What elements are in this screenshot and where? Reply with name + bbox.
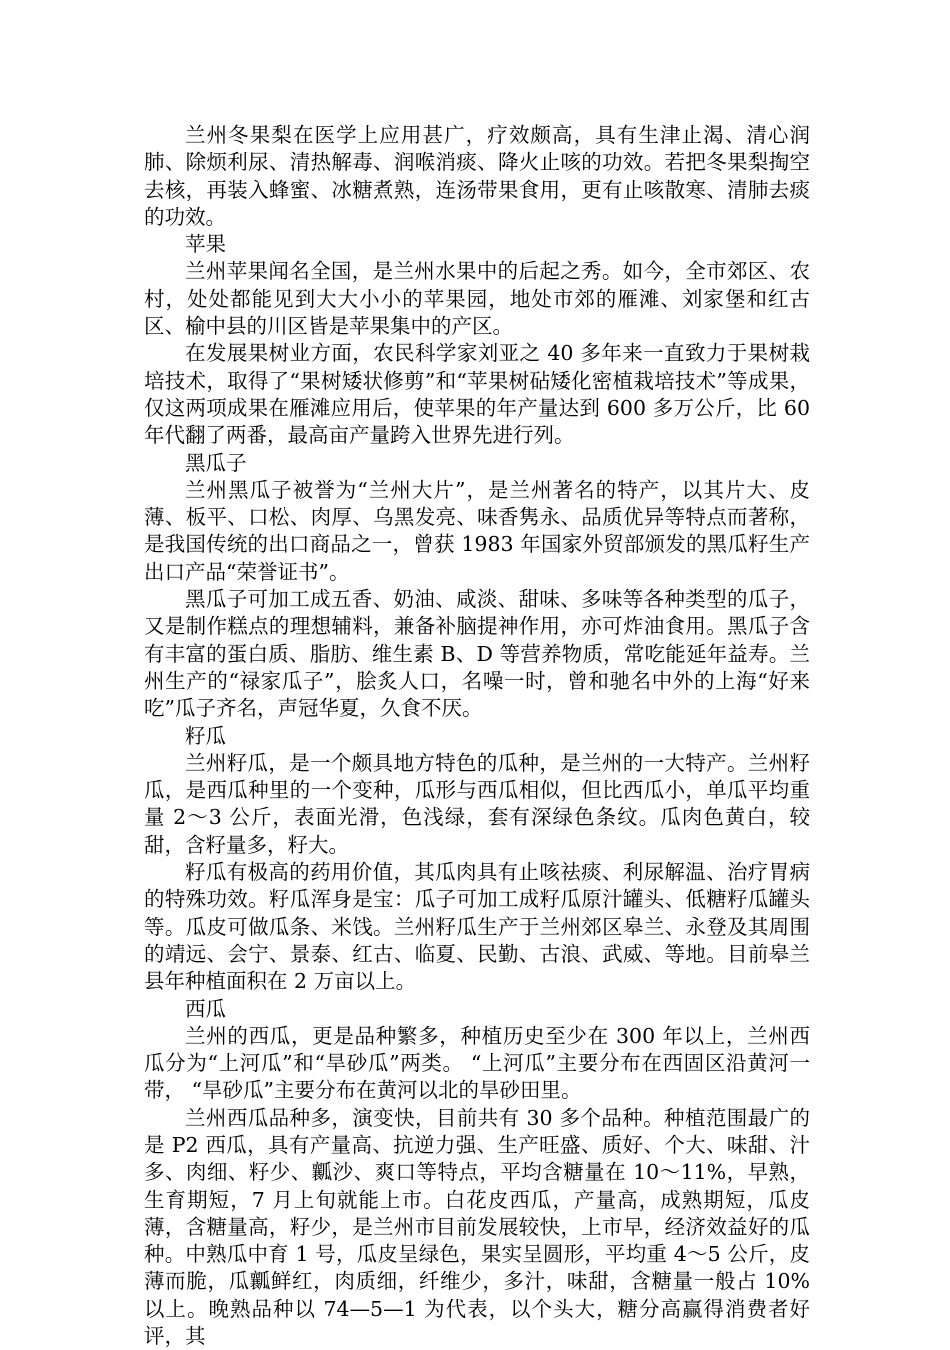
paragraph-dongguoli-medical: 兰州冬果梨在医学上应用甚广，疗效颇高，具有生津止渴、清心润肺、除烦利尿、清热解毒、润喉消痰、降火止咳的功效。若把冬果梨掏空去核，再装入蜂蜜、冰糖煮熟，连汤带果食用，更有止咳散寒、清肺去痰的功效。 (144, 123, 810, 229)
paragraph-seed-melon-intro: 兰州籽瓜，是一个颇具地方特色的瓜种，是兰州的一大特产。兰州籽瓜，是西瓜种里的一个变种，瓜形与西瓜相似，但比西瓜小，单瓜平均重量 2～3 公斤，表面光滑，色浅绿，套有深绿色条纹。瓜肉色黄白，较甜，含籽量多，籽大。 (144, 750, 810, 857)
document-body (144, 122, 810, 1350)
section-heading-watermelon: 西瓜 (185, 996, 226, 1021)
paragraph-apple-intro: 兰州苹果闻名全国，是兰州水果中的后起之秀。如今，全市郊区、农村，处处都能见到大大小小的苹果园，地处市郊的雁滩、刘家堡和红古区、榆中县的川区皆是苹果集中的产区。 (144, 259, 810, 339)
section-heading-seed-melon: 籽瓜 (185, 723, 226, 748)
section-heading-apple: 苹果 (185, 232, 226, 257)
paragraph-black-seeds-intro: 兰州黑瓜子被誉为“兰州大片”，是兰州著名的特产，以其片大、皮薄、板平、口松、肉厚、乌黑发亮、味香隽永、品质优异等特点而著称，是我国传统的出口商品之一，曾获 1983 年国家外贸部颁发的黑瓜籽生产出口产品“荣誉证书”。 (144, 477, 810, 584)
paragraph-seed-melon-medical: 籽瓜有极高的药用价值，其瓜肉具有止咳祛痰、利尿解温、治疗胃病的特殊功效。籽瓜浑身是宝：瓜子可加工成籽瓜原汁罐头、低糖籽瓜罐头等。瓜皮可做瓜条、米饯。兰州籽瓜生产于兰州郊区皋兰、永登及其周围的靖远、会宁、景泰、红古、临夏、民勤、古浪、武威、等地。目前皋兰县年种植面积在 2 万亩以上。 (144, 860, 810, 994)
paragraph-watermelon-intro: 兰州的西瓜，更是品种繁多，种植历史至少在 300 年以上，兰州西瓜分为“上河瓜”和“旱砂瓜”两类。 “上河瓜”主要分布在西固区沿黄河一带， “旱砂瓜”主要分布在黄河以北的旱砂田里。 (144, 1023, 810, 1103)
paragraph-watermelon-varieties: 兰州西瓜品种多，演变快，目前共有 30 多个品种。种植范围最广的是 P2 西瓜，具有产量高、抗逆力强、生产旺盛、质好、个大、味甜、汁多、肉细、籽少、瓤沙、爽口等特点，平均含糖量在 10～11%，早熟，生育期短，7 月上旬就能上市。白花皮西瓜，产量高，成熟期短，瓜皮薄，含糖量高，籽少，是兰州市目前发展较快，上市早，经济效益好的瓜种。中熟瓜中育 1 号，瓜皮呈绿色，果实呈圆形，平均重 4～5 公斤，皮薄而脆，瓜瓤鲜红，肉质细，纤维少，多汁，味甜，含糖量一般占 10%以上。晚熟品种以 74—5—1 为代表，以个头大，糖分高赢得消费者好评，其 (144, 1105, 810, 1349)
paragraph-black-seeds-processing: 黑瓜子可加工成五香、奶油、咸淡、甜味、多味等各种类型的瓜子，又是制作糕点的理想辅料，兼备补脑提神作用，亦可炸油食用。黑瓜子含 有丰富的蛋白质、脂肪、维生素 B、D 等营养物质，常吃能延年益寿。兰州生产的“禄家瓜子”，脍炙人口，名噪一时，曾和驰名中外的上海“好来吃”瓜子齐名，声冠华夏，久食不厌。 (144, 587, 810, 721)
paragraph-apple-cultivation: 在发展果树业方面，农民科学家刘亚之 40 多年来一直致力于果树栽培技术，取得了“果树矮状修剪”和“苹果树砧矮化密植栽培技术”等成果，仅这两项成果在雁滩应用后，使苹果的年产量达到 600 多万公斤，比 60 年代翻了两番，最高亩产量跨入世界先进行列。 (144, 341, 810, 448)
section-heading-black-melon-seeds: 黑瓜子 (185, 450, 247, 475)
